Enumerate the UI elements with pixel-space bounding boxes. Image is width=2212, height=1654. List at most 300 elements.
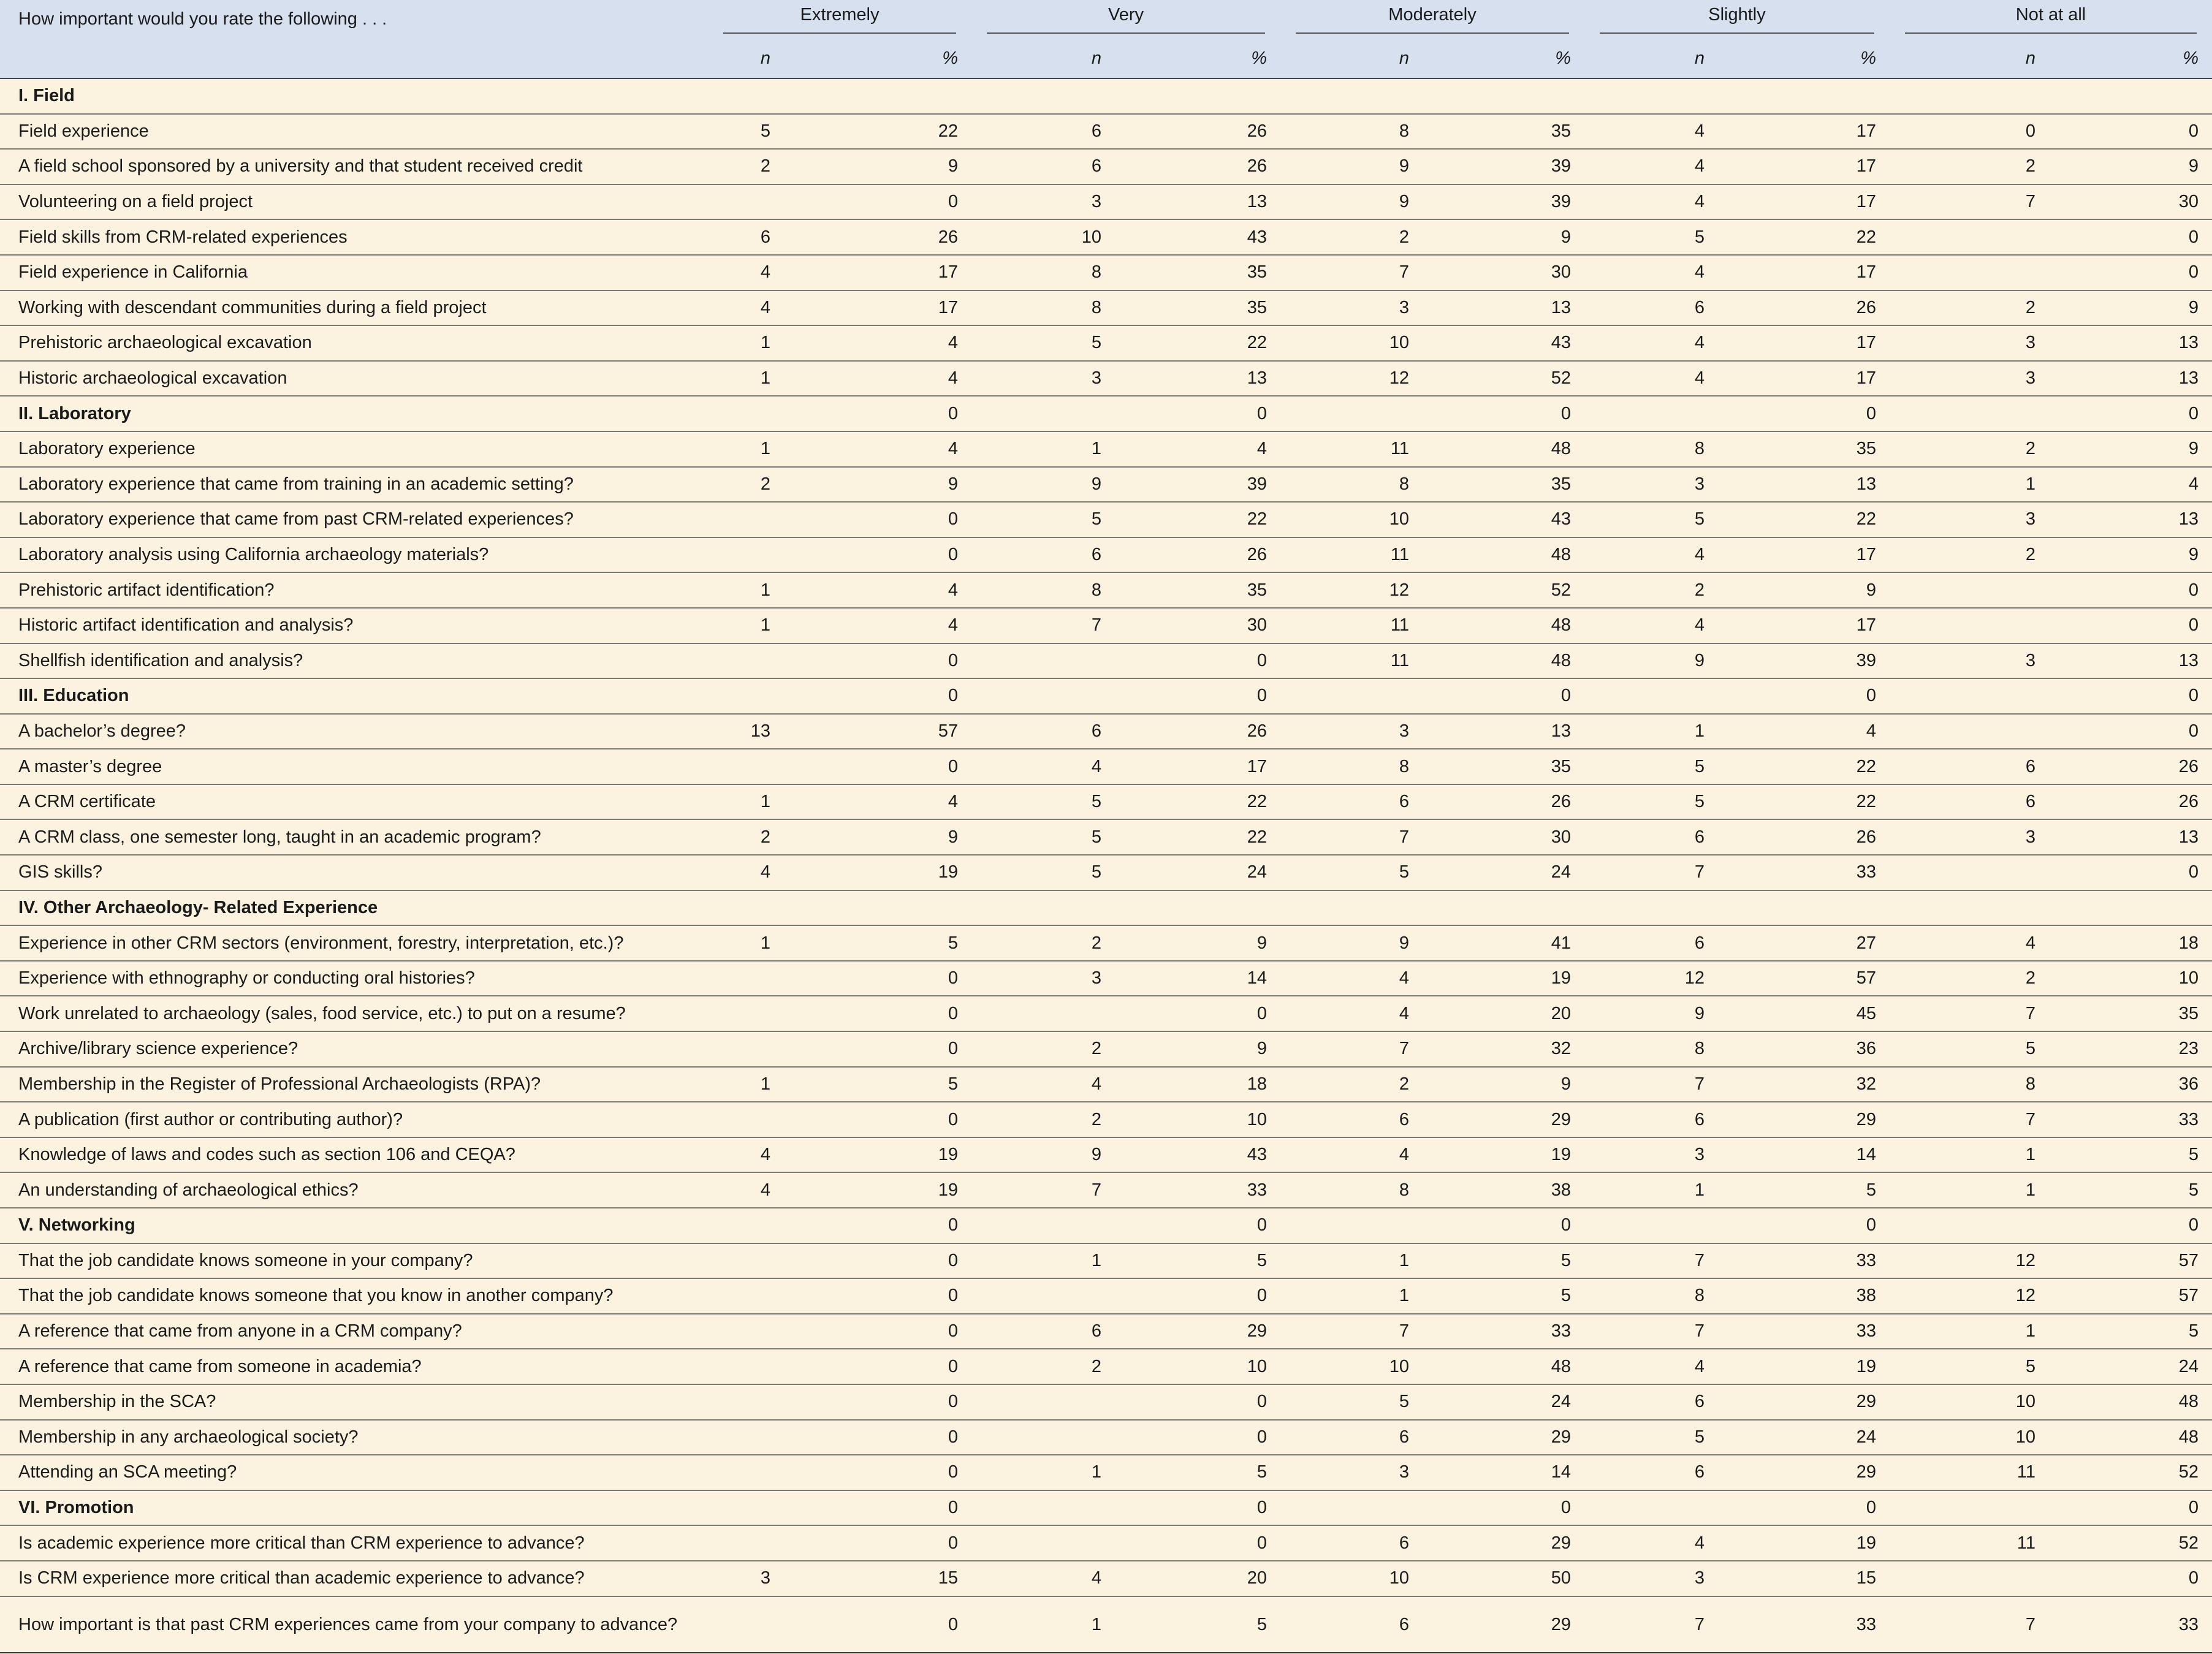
row-label: Experience with ethnography or conducting oral histories? <box>0 961 708 996</box>
percent-cell: 4 <box>1112 431 1280 467</box>
count-cell: 6 <box>1584 819 1716 855</box>
percent-cell: 30 <box>1420 819 1584 855</box>
percent-cell: 5 <box>2047 1314 2212 1349</box>
count-cell: 12 <box>1890 1243 2047 1279</box>
row-label: Working with descendant communities during a field project <box>0 290 708 326</box>
percent-cell: 39 <box>1420 184 1584 220</box>
count-cell: 6 <box>971 114 1112 150</box>
pct-header: % <box>2047 39 2212 78</box>
count-cell: 2 <box>1890 290 2047 326</box>
count-cell: 8 <box>971 290 1112 326</box>
count-cell: 7 <box>1280 1314 1420 1349</box>
percent-cell: 17 <box>1716 149 1890 184</box>
count-cell <box>1280 78 1420 114</box>
count-cell: 6 <box>1584 1455 1716 1490</box>
row-label: A field school sponsored by a university and that student received credit <box>0 149 708 184</box>
percent-cell: 48 <box>1420 643 1584 679</box>
count-cell: 7 <box>1584 1243 1716 1279</box>
table-row <box>0 1067 2212 1102</box>
percent-cell: 14 <box>1112 961 1280 996</box>
count-cell: 1 <box>708 784 781 820</box>
percent-cell: 22 <box>1716 784 1890 820</box>
count-cell <box>1890 890 2047 926</box>
section-row <box>0 678 2212 714</box>
count-cell <box>708 1031 781 1067</box>
percent-cell: 35 <box>1420 114 1584 150</box>
percent-cell: 33 <box>1716 855 1890 890</box>
count-cell: 5 <box>708 114 781 150</box>
table-row <box>0 1102 2212 1137</box>
percent-cell: 9 <box>1716 572 1890 608</box>
count-cell: 2 <box>1890 961 2047 996</box>
count-cell: 3 <box>971 961 1112 996</box>
count-cell: 9 <box>1280 184 1420 220</box>
percent-cell: 0 <box>781 1384 971 1420</box>
percent-cell: 4 <box>1716 714 1890 749</box>
count-cell: 3 <box>1890 643 2047 679</box>
percent-cell: 17 <box>1716 184 1890 220</box>
percent-cell: 0 <box>1112 1490 1280 1526</box>
percent-cell: 57 <box>1716 961 1890 996</box>
count-cell: 3 <box>1584 1561 1716 1596</box>
count-cell: 8 <box>1280 749 1420 784</box>
count-cell: 8 <box>1584 1278 1716 1314</box>
count-cell <box>1280 890 1420 926</box>
count-cell: 4 <box>1584 325 1716 361</box>
count-cell <box>1584 678 1716 714</box>
count-cell <box>971 678 1112 714</box>
count-cell <box>708 961 781 996</box>
section-label: II. Laboratory <box>0 396 708 431</box>
table-row <box>0 431 2212 467</box>
percent-cell: 13 <box>2047 361 2212 396</box>
table-row <box>0 961 2212 996</box>
row-label: Is academic experience more critical than CRM experience to advance? <box>0 1525 708 1561</box>
count-cell: 1 <box>1280 1278 1420 1314</box>
count-cell: 1 <box>708 361 781 396</box>
percent-cell: 48 <box>1420 537 1584 573</box>
percent-cell: 32 <box>1716 1067 1890 1102</box>
count-cell: 6 <box>971 1314 1112 1349</box>
section-row <box>0 1490 2212 1526</box>
count-cell: 9 <box>1280 149 1420 184</box>
percent-cell: 5 <box>1420 1243 1584 1279</box>
row-label: A publication (first author or contributing author)? <box>0 1102 708 1137</box>
section-row <box>0 396 2212 431</box>
count-cell: 4 <box>1584 1349 1716 1384</box>
percent-cell: 36 <box>2047 1067 2212 1102</box>
percent-cell: 33 <box>2047 1102 2212 1137</box>
count-cell <box>1890 608 2047 643</box>
percent-cell: 30 <box>1420 255 1584 290</box>
count-cell <box>708 1490 781 1526</box>
section-row <box>0 890 2212 926</box>
percent-cell: 5 <box>1716 1172 1890 1208</box>
percent-cell: 48 <box>1420 431 1584 467</box>
percent-cell: 24 <box>1420 1384 1584 1420</box>
table-row <box>0 749 2212 784</box>
section-label: VI. Promotion <box>0 1490 708 1526</box>
count-cell <box>708 184 781 220</box>
percent-cell: 0 <box>781 1596 971 1653</box>
percent-cell: 14 <box>1420 1455 1584 1490</box>
table-body <box>0 78 2212 1653</box>
n-header: n <box>1280 39 1420 78</box>
count-cell: 5 <box>1584 1420 1716 1455</box>
count-cell <box>971 1420 1112 1455</box>
percent-cell: 50 <box>1420 1561 1584 1596</box>
count-cell: 1 <box>971 1596 1112 1653</box>
count-cell: 3 <box>1890 325 2047 361</box>
count-cell: 5 <box>971 784 1112 820</box>
percent-cell: 5 <box>2047 1137 2212 1173</box>
table-header <box>0 0 2212 78</box>
count-cell: 6 <box>971 149 1112 184</box>
percent-cell: 26 <box>1112 537 1280 573</box>
percent-cell: 0 <box>2047 608 2212 643</box>
row-label: Field experience <box>0 114 708 150</box>
count-cell: 1 <box>1890 1172 2047 1208</box>
count-cell: 12 <box>1584 961 1716 996</box>
table-row <box>0 784 2212 820</box>
row-label: A reference that came from anyone in a CRM company? <box>0 1314 708 1349</box>
percent-cell: 43 <box>1112 1137 1280 1173</box>
section-label: IV. Other Archaeology- Related Experience <box>0 890 708 926</box>
count-cell: 11 <box>1890 1525 2047 1561</box>
percent-cell: 24 <box>2047 1349 2212 1384</box>
count-cell <box>971 1208 1112 1243</box>
count-cell <box>971 1384 1112 1420</box>
percent-cell: 0 <box>1716 678 1890 714</box>
row-label: That the job candidate knows someone that you know in another company? <box>0 1278 708 1314</box>
count-cell: 2 <box>1890 431 2047 467</box>
percent-cell: 29 <box>1420 1102 1584 1137</box>
percent-cell: 13 <box>1420 714 1584 749</box>
percent-cell: 13 <box>1112 184 1280 220</box>
row-label: Prehistoric archaeological excavation <box>0 325 708 361</box>
section-row <box>0 1208 2212 1243</box>
percent-cell: 35 <box>1420 467 1584 503</box>
percent-cell: 9 <box>781 819 971 855</box>
count-cell <box>708 396 781 431</box>
count-cell <box>708 643 781 679</box>
percent-cell: 32 <box>1420 1031 1584 1067</box>
percent-cell: 10 <box>2047 961 2212 996</box>
row-label: Historic archaeological excavation <box>0 361 708 396</box>
row-label: GIS skills? <box>0 855 708 890</box>
table-row <box>0 467 2212 503</box>
count-cell: 5 <box>1584 219 1716 255</box>
count-cell <box>971 1278 1112 1314</box>
count-cell: 4 <box>1584 149 1716 184</box>
row-label: Membership in the Register of Professional Archaeologists (RPA)? <box>0 1067 708 1102</box>
percent-cell: 27 <box>1716 925 1890 961</box>
percent-cell: 0 <box>781 1102 971 1137</box>
count-cell: 1 <box>1280 1243 1420 1279</box>
percent-cell: 22 <box>1112 502 1280 537</box>
table-row <box>0 255 2212 290</box>
percent-cell: 0 <box>781 537 971 573</box>
percent-cell: 15 <box>781 1561 971 1596</box>
count-cell: 7 <box>971 608 1112 643</box>
percent-cell: 26 <box>1112 149 1280 184</box>
percent-cell: 29 <box>1420 1596 1584 1653</box>
percent-cell: 24 <box>1112 855 1280 890</box>
percent-cell <box>1420 890 1584 926</box>
count-cell: 1 <box>708 325 781 361</box>
count-cell <box>708 749 781 784</box>
percent-cell: 26 <box>1716 290 1890 326</box>
percent-cell: 4 <box>781 608 971 643</box>
percent-cell: 0 <box>781 1349 971 1384</box>
table-row <box>0 184 2212 220</box>
percent-cell: 0 <box>781 1314 971 1349</box>
count-cell: 3 <box>1584 1137 1716 1173</box>
count-cell: 2 <box>708 467 781 503</box>
count-cell: 6 <box>1584 1102 1716 1137</box>
row-label: Laboratory experience that came from past CRM-related experiences? <box>0 502 708 537</box>
percent-cell: 35 <box>1420 749 1584 784</box>
table-row <box>0 219 2212 255</box>
count-cell: 3 <box>1280 1455 1420 1490</box>
count-cell: 1 <box>708 431 781 467</box>
count-cell <box>708 1525 781 1561</box>
percent-cell: 0 <box>1112 1208 1280 1243</box>
count-cell: 1 <box>971 431 1112 467</box>
count-cell: 2 <box>708 819 781 855</box>
percent-cell: 33 <box>1716 1243 1890 1279</box>
percent-cell: 0 <box>2047 855 2212 890</box>
count-cell: 6 <box>1280 784 1420 820</box>
percent-cell: 29 <box>1716 1455 1890 1490</box>
percent-cell: 29 <box>1420 1420 1584 1455</box>
count-cell <box>708 78 781 114</box>
count-cell: 12 <box>1890 1278 2047 1314</box>
count-cell <box>1280 1490 1420 1526</box>
count-cell <box>1890 714 2047 749</box>
count-cell: 3 <box>1280 714 1420 749</box>
row-label: Historic artifact identification and analysis? <box>0 608 708 643</box>
percent-cell: 20 <box>1420 996 1584 1031</box>
count-cell: 4 <box>1584 1525 1716 1561</box>
percent-cell: 19 <box>1420 961 1584 996</box>
row-label: Field experience in California <box>0 255 708 290</box>
count-cell: 7 <box>1584 1067 1716 1102</box>
count-cell: 6 <box>1280 1420 1420 1455</box>
percent-cell: 5 <box>1420 1278 1584 1314</box>
percent-cell: 22 <box>1112 819 1280 855</box>
row-label: Volunteering on a field project <box>0 184 708 220</box>
count-cell: 7 <box>1584 1596 1716 1653</box>
count-cell <box>708 1278 781 1314</box>
table-row <box>0 643 2212 679</box>
percent-cell: 0 <box>1112 643 1280 679</box>
percent-cell: 0 <box>2047 572 2212 608</box>
percent-cell: 0 <box>1420 1490 1584 1526</box>
percent-cell: 0 <box>2047 714 2212 749</box>
percent-cell: 17 <box>781 255 971 290</box>
count-cell: 2 <box>708 149 781 184</box>
count-cell: 10 <box>1280 325 1420 361</box>
count-cell: 2 <box>1280 1067 1420 1102</box>
percent-cell: 0 <box>1112 678 1280 714</box>
count-cell: 6 <box>1280 1102 1420 1137</box>
percent-cell <box>2047 78 2212 114</box>
percent-cell: 0 <box>781 678 971 714</box>
percent-cell: 0 <box>2047 1561 2212 1596</box>
table-row <box>0 1596 2212 1653</box>
count-cell <box>1584 1208 1716 1243</box>
group-header-slightly: Slightly <box>1584 0 1890 39</box>
percent-cell: 0 <box>1112 1525 1280 1561</box>
count-cell <box>1584 1490 1716 1526</box>
row-label: Shellfish identification and analysis? <box>0 643 708 679</box>
percent-cell: 26 <box>2047 749 2212 784</box>
count-cell: 8 <box>1280 467 1420 503</box>
percent-cell: 9 <box>1112 1031 1280 1067</box>
percent-cell: 26 <box>2047 784 2212 820</box>
table-row <box>0 1561 2212 1596</box>
percent-cell: 0 <box>2047 255 2212 290</box>
table-row <box>0 572 2212 608</box>
table-row <box>0 1278 2212 1314</box>
percent-cell: 13 <box>1112 361 1280 396</box>
count-cell: 3 <box>708 1561 781 1596</box>
percent-cell: 48 <box>2047 1420 2212 1455</box>
percent-cell: 33 <box>1716 1314 1890 1349</box>
percent-cell: 0 <box>781 1525 971 1561</box>
table-row <box>0 925 2212 961</box>
count-cell: 9 <box>971 1137 1112 1173</box>
count-cell: 2 <box>1280 219 1420 255</box>
count-cell <box>1890 1490 2047 1526</box>
count-cell: 1 <box>708 572 781 608</box>
percent-cell: 0 <box>2047 219 2212 255</box>
count-cell: 1 <box>1890 1137 2047 1173</box>
count-cell: 9 <box>971 467 1112 503</box>
percent-cell <box>1112 890 1280 926</box>
percent-cell: 4 <box>781 361 971 396</box>
n-header: n <box>708 39 781 78</box>
percent-cell: 0 <box>1112 996 1280 1031</box>
count-cell: 4 <box>1584 537 1716 573</box>
count-cell: 2 <box>971 1349 1112 1384</box>
group-header-not-at-all: Not at all <box>1890 0 2212 39</box>
count-cell: 5 <box>971 325 1112 361</box>
count-cell: 5 <box>1584 502 1716 537</box>
percent-cell: 19 <box>1716 1525 1890 1561</box>
table-row <box>0 1455 2212 1490</box>
percent-cell: 0 <box>1112 396 1280 431</box>
count-cell: 1 <box>708 925 781 961</box>
count-cell: 1 <box>1584 714 1716 749</box>
table-row <box>0 1314 2212 1349</box>
count-cell <box>1584 78 1716 114</box>
percent-cell: 19 <box>781 1137 971 1173</box>
count-cell: 11 <box>1280 431 1420 467</box>
count-cell: 5 <box>971 502 1112 537</box>
percent-cell: 5 <box>781 1067 971 1102</box>
percent-cell: 0 <box>781 1208 971 1243</box>
n-header: n <box>971 39 1112 78</box>
percent-cell: 13 <box>2047 325 2212 361</box>
row-label: Laboratory analysis using California archaeology materials? <box>0 537 708 573</box>
count-cell: 2 <box>1584 572 1716 608</box>
count-cell: 3 <box>1280 290 1420 326</box>
percent-cell: 0 <box>1420 1208 1584 1243</box>
count-cell <box>708 890 781 926</box>
count-cell: 1 <box>708 608 781 643</box>
count-cell: 1 <box>1890 467 2047 503</box>
percent-cell: 4 <box>781 431 971 467</box>
count-cell <box>971 643 1112 679</box>
count-cell: 1 <box>1584 1172 1716 1208</box>
row-label: That the job candidate knows someone in your company? <box>0 1243 708 1279</box>
count-cell <box>1890 1561 2047 1596</box>
percent-cell: 10 <box>1112 1349 1280 1384</box>
count-cell: 4 <box>1280 1137 1420 1173</box>
count-cell: 0 <box>1890 114 2047 150</box>
count-cell: 13 <box>708 714 781 749</box>
percent-cell: 0 <box>2047 678 2212 714</box>
count-cell: 11 <box>1280 537 1420 573</box>
count-cell: 8 <box>1584 431 1716 467</box>
percent-cell: 9 <box>1420 1067 1584 1102</box>
percent-cell: 33 <box>2047 1596 2212 1653</box>
percent-cell: 9 <box>781 467 971 503</box>
row-label: A reference that came from someone in academia? <box>0 1349 708 1384</box>
percent-cell: 0 <box>1112 1420 1280 1455</box>
percent-cell: 0 <box>781 1420 971 1455</box>
count-cell: 11 <box>1890 1455 2047 1490</box>
count-cell: 8 <box>1584 1031 1716 1067</box>
count-cell <box>1890 255 2047 290</box>
percent-cell: 0 <box>781 961 971 996</box>
count-cell: 4 <box>1584 114 1716 150</box>
section-label: I. Field <box>0 78 708 114</box>
row-label: Work unrelated to archaeology (sales, food service, etc.) to put on a resume? <box>0 996 708 1031</box>
percent-cell: 4 <box>2047 467 2212 503</box>
count-cell <box>708 1208 781 1243</box>
percent-cell: 41 <box>1420 925 1584 961</box>
table-row <box>0 149 2212 184</box>
percent-cell: 57 <box>2047 1243 2212 1279</box>
count-cell: 1 <box>971 1243 1112 1279</box>
percent-cell: 29 <box>1716 1384 1890 1420</box>
table-row <box>0 1031 2212 1067</box>
percent-cell: 9 <box>2047 537 2212 573</box>
row-label: Is CRM experience more critical than academic experience to advance? <box>0 1561 708 1596</box>
count-cell <box>1280 678 1420 714</box>
count-cell: 4 <box>708 290 781 326</box>
count-cell: 6 <box>1584 290 1716 326</box>
percent-cell: 0 <box>781 1031 971 1067</box>
percent-cell: 39 <box>1112 467 1280 503</box>
table-row <box>0 114 2212 150</box>
row-label: Membership in any archaeological society? <box>0 1420 708 1455</box>
percent-cell: 48 <box>1420 608 1584 643</box>
count-cell: 2 <box>1890 537 2047 573</box>
count-cell: 4 <box>708 855 781 890</box>
percent-cell: 5 <box>1112 1596 1280 1653</box>
percent-cell: 33 <box>1112 1172 1280 1208</box>
percent-cell: 24 <box>1420 855 1584 890</box>
count-cell <box>971 1490 1112 1526</box>
percent-cell: 0 <box>781 184 971 220</box>
table-row <box>0 325 2212 361</box>
group-header-extremely: Extremely <box>708 0 971 39</box>
percent-cell <box>1716 890 1890 926</box>
